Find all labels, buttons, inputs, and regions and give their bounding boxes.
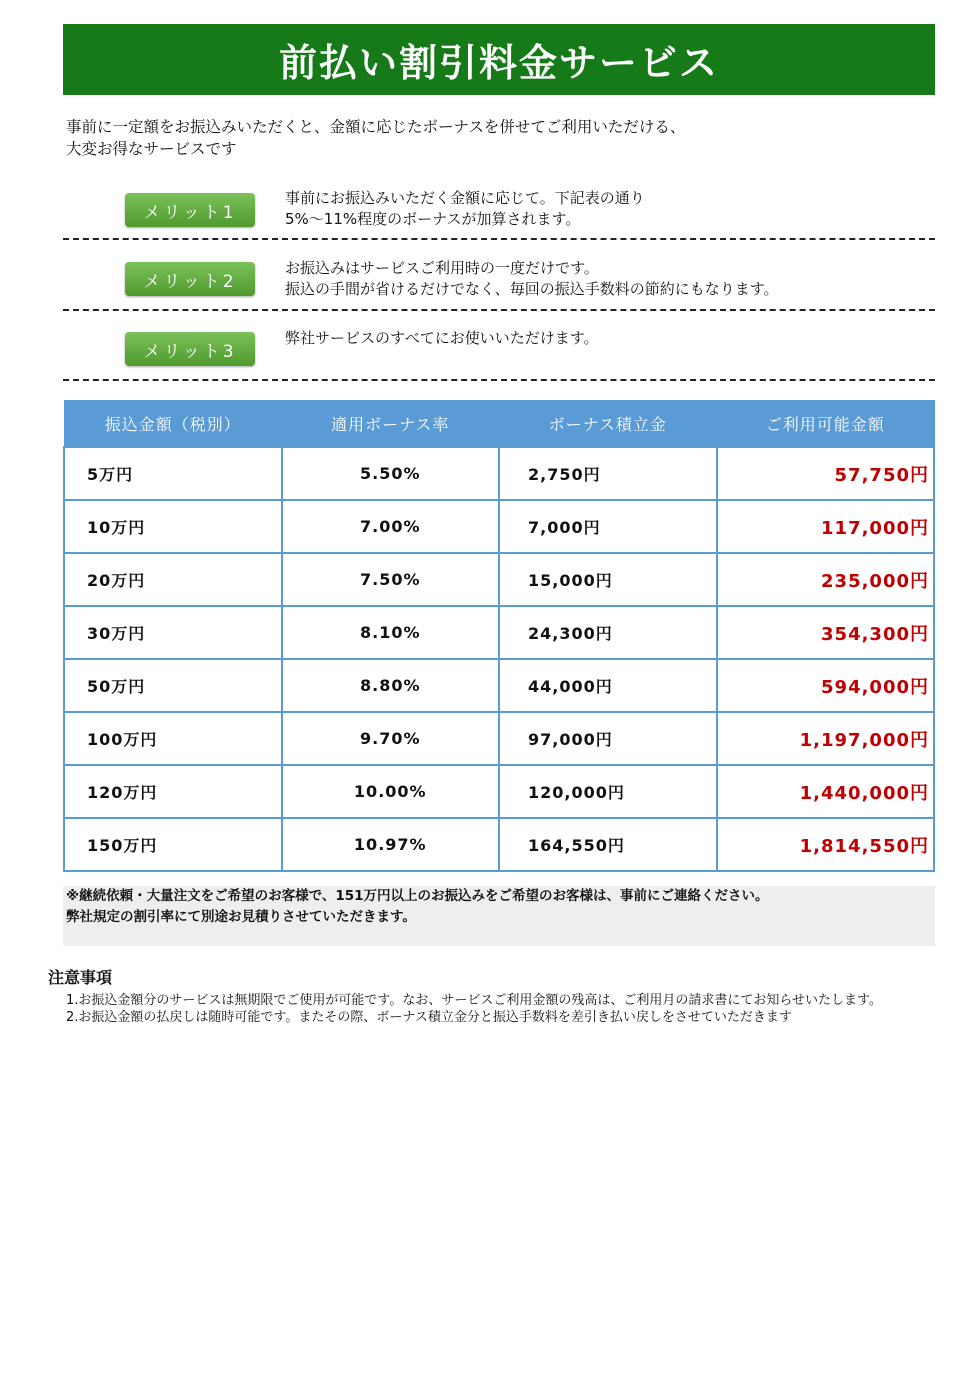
- bonus-rate: 8.80%: [282, 659, 500, 712]
- bonus-amount: 120,000円: [499, 765, 717, 818]
- header-bonus-rate: 適用ボーナス率: [282, 400, 500, 447]
- merit-1-description: [285, 188, 645, 230]
- merit-2-badge: メリット2: [125, 262, 255, 296]
- divider: [63, 309, 935, 311]
- usable-amount: 1,197,000円: [717, 712, 935, 765]
- usable-amount: 1,440,000円: [717, 765, 935, 818]
- bonus-rate: 7.50%: [282, 553, 500, 606]
- intro-line-2: 大変お得なサービスです: [66, 140, 237, 158]
- header-deposit-amount: 振込金額（税別）: [64, 400, 282, 447]
- merit-1-line-1: 事前にお振込みいただく金額に応じて。下記表の通り: [285, 189, 645, 207]
- deposit-amount: 30万円: [64, 606, 282, 659]
- merit-3: [63, 325, 935, 395]
- merit-1-badge: メリット1: [125, 193, 255, 227]
- table-row: [64, 447, 934, 500]
- table-header-row: [64, 400, 934, 447]
- bonus-rate: 9.70%: [282, 712, 500, 765]
- caution-list: [66, 992, 936, 1026]
- bonus-amount: 7,000円: [499, 500, 717, 553]
- merit-2-line-2: 振込の手間が省けるだけでなく、毎回の振込手数料の節約にもなります。: [285, 280, 779, 298]
- deposit-amount: 5万円: [64, 447, 282, 500]
- note-line-2: 弊社規定の割引率にて別途お見積りさせていただきます。: [66, 909, 416, 925]
- bonus-amount: 15,000円: [499, 553, 717, 606]
- merit-1: [63, 185, 935, 255]
- usable-amount: 1,814,550円: [717, 818, 935, 871]
- bonus-rate: 7.00%: [282, 500, 500, 553]
- table-row: [64, 659, 934, 712]
- merit-3-description: [285, 328, 599, 349]
- note-line-1: ※継続依頼・大量注文をご希望のお客様で、151万円以上のお振込みをご希望のお客様は、事前にご連絡ください。: [66, 888, 769, 904]
- table-row: [64, 765, 934, 818]
- caution-item-1: 1.お振込金額分のサービスは無期限でご使用が可能です。なお、サービスご利用金額の残高は、ご利用月の請求書にてお知らせいたします。: [66, 993, 882, 1008]
- usable-amount: 594,000円: [717, 659, 935, 712]
- usable-amount: 57,750円: [717, 447, 935, 500]
- deposit-amount: 100万円: [64, 712, 282, 765]
- bulk-order-note: [63, 886, 935, 946]
- merit-2: [63, 255, 935, 325]
- usable-amount: 354,300円: [717, 606, 935, 659]
- bonus-amount: 97,000円: [499, 712, 717, 765]
- bonus-amount: 2,750円: [499, 447, 717, 500]
- bonus-rate: 10.97%: [282, 818, 500, 871]
- bonus-amount: 44,000円: [499, 659, 717, 712]
- bonus-rate: 5.50%: [282, 447, 500, 500]
- header-usable-amount: ご利用可能金額: [717, 400, 935, 447]
- deposit-amount: 50万円: [64, 659, 282, 712]
- divider: [63, 238, 935, 240]
- bonus-rate-table: [63, 400, 935, 872]
- deposit-amount: 20万円: [64, 553, 282, 606]
- usable-amount: 235,000円: [717, 553, 935, 606]
- header-bonus-amount: ボーナス積立金: [499, 400, 717, 447]
- table-row: [64, 818, 934, 871]
- deposit-amount: 120万円: [64, 765, 282, 818]
- deposit-amount: 150万円: [64, 818, 282, 871]
- divider: [63, 379, 935, 381]
- merit-3-badge: メリット3: [125, 332, 255, 366]
- bonus-rate: 8.10%: [282, 606, 500, 659]
- page-title: 前払い割引料金サービス: [63, 24, 935, 95]
- table-row: [64, 712, 934, 765]
- caution-heading: 注意事項: [48, 968, 113, 987]
- intro-line-1: 事前に一定額をお振込みいただくと、金額に応じたボーナスを併せてご利用いただける、: [66, 118, 686, 136]
- intro-text: [66, 116, 926, 160]
- usable-amount: 117,000円: [717, 500, 935, 553]
- merit-2-line-1: お振込みはサービスご利用時の一度だけです。: [285, 259, 599, 277]
- table-row: [64, 500, 934, 553]
- bonus-amount: 24,300円: [499, 606, 717, 659]
- bonus-rate: 10.00%: [282, 765, 500, 818]
- deposit-amount: 10万円: [64, 500, 282, 553]
- table-row: [64, 553, 934, 606]
- merit-1-line-2: 5%～11%程度のボーナスが加算されます。: [285, 210, 581, 228]
- table-row: [64, 606, 934, 659]
- merit-3-line-1: 弊社サービスのすべてにお使いいただけます。: [285, 329, 599, 347]
- bonus-amount: 164,550円: [499, 818, 717, 871]
- merit-2-description: [285, 258, 779, 300]
- caution-item-2: 2.お振込金額の払戻しは随時可能です。またその際、ボーナス積立金分と振込手数料を差引き払い戻しをさせていただきます: [66, 1010, 792, 1025]
